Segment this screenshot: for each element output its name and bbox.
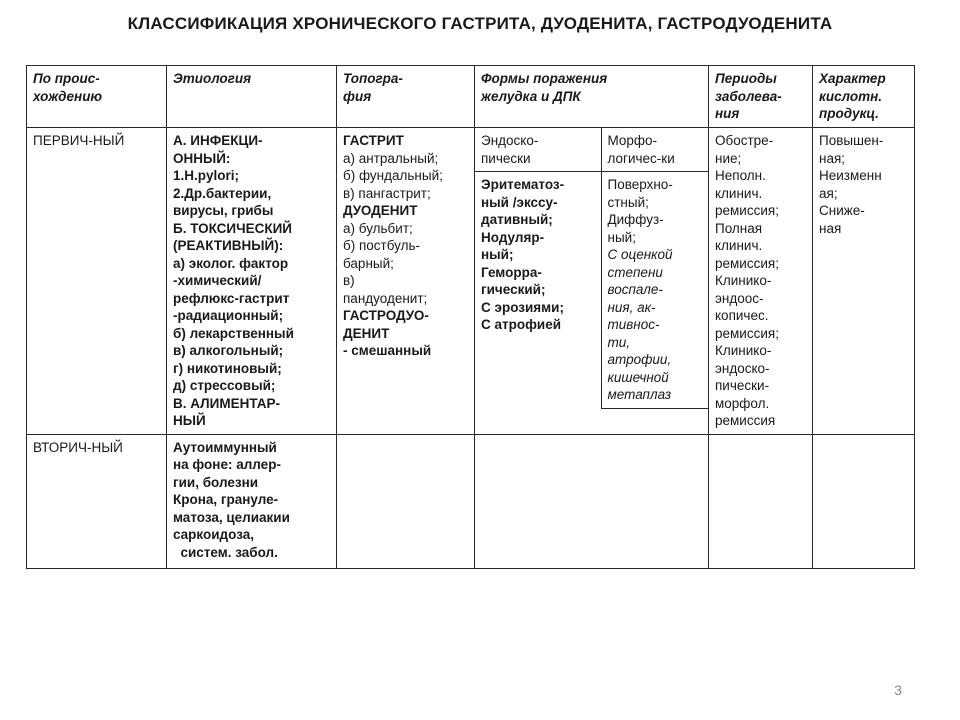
text-line: на фоне: аллер- — [173, 457, 281, 472]
text-line: в) — [343, 273, 355, 288]
text-line: в) пангастрит; — [343, 185, 431, 201]
text-line: ный; — [481, 247, 514, 262]
text-line: гический; — [481, 282, 546, 297]
cell-forms-primary — [475, 128, 709, 435]
text-line: а) бульбит; — [343, 220, 413, 236]
text-line: Повышен- — [819, 133, 884, 148]
text-line: ремиссия; — [715, 255, 779, 271]
text-line: ния — [715, 106, 740, 121]
text-line: 2.Др.бактерии, — [173, 185, 272, 201]
text-line: фия — [343, 88, 372, 104]
text-line: С атрофией — [481, 317, 562, 332]
text-line: А. ИНФЕКЦИ- — [173, 133, 263, 148]
text-line: клинич. — [715, 238, 763, 253]
text-line: 1.H.pylori; — [173, 168, 240, 183]
text-line: ремиссия; — [715, 203, 779, 218]
header-forms — [475, 66, 709, 128]
page-number: 3 — [894, 682, 902, 698]
text-line: Клинико- — [715, 343, 772, 358]
text-line: ГАСТРИТ — [343, 133, 404, 148]
text-line: желудка и ДПК — [481, 88, 581, 104]
text-line: -радиационный; — [173, 308, 284, 323]
text-line: хождению — [33, 88, 103, 104]
text-line: гии, болезни — [173, 474, 259, 490]
table-row — [27, 128, 915, 435]
cell-periods-primary — [709, 128, 813, 435]
text-line: ная; — [819, 150, 846, 166]
text-line: - смешанный — [343, 343, 432, 358]
text-line: Топогра- — [343, 71, 403, 86]
text-line: ный; — [607, 229, 636, 245]
text-line: б) лекарственный — [173, 325, 294, 341]
cell-topography-primary — [337, 128, 475, 435]
text-line: продукц. — [819, 106, 879, 121]
text-line: а) антральный; — [343, 150, 439, 166]
text-line: Аутоиммунный — [173, 439, 277, 455]
text-line: Диффуз- — [607, 212, 664, 227]
text-line: дативный; — [481, 212, 553, 227]
cell-origin-secondary: ВТОРИЧ-НЫЙ — [27, 434, 167, 568]
text-line: рефлюкс-гастрит — [173, 290, 290, 306]
text-line: в) алкогольный; — [173, 343, 284, 358]
table-row — [27, 434, 915, 568]
subheader-morphologic — [601, 128, 709, 172]
text-line: ный /экссу- — [481, 194, 558, 210]
text-line: клинич. — [715, 185, 763, 201]
text-line: матоза, целиакии — [173, 509, 290, 525]
text-line: Периоды — [715, 71, 777, 86]
text-line: пандуоденит; — [343, 290, 428, 306]
text-line: ОННЫЙ: — [173, 150, 231, 166]
cell-forms-secondary — [475, 434, 709, 568]
text-line: атрофии, — [607, 352, 672, 367]
text-line: пически — [481, 150, 531, 166]
text-line: Полная — [715, 220, 763, 236]
text-line: стный; — [607, 194, 649, 210]
text-line: систем. забол. — [173, 544, 278, 560]
text-line: Геморра- — [481, 264, 542, 280]
text-line: По проис- — [33, 71, 100, 86]
text-line: д) стрессовый; — [173, 378, 276, 393]
text-line: пически- — [715, 378, 770, 393]
text-line: ГАСТРОДУО- — [343, 308, 429, 323]
cell-acidity-primary — [813, 128, 915, 435]
text-line: ремиссия — [715, 413, 776, 428]
text-line: ремиссия; — [715, 325, 779, 341]
header-etiology — [167, 66, 337, 128]
text-line: ти, — [607, 334, 631, 350]
cell-acidity-secondary — [813, 434, 915, 568]
text-line: (РЕАКТИВНЫЙ): — [173, 238, 284, 253]
text-line: ДУОДЕНИТ — [343, 203, 418, 218]
endoscopic-forms — [475, 172, 601, 409]
text-line: Поверхно- — [607, 177, 673, 192]
text-line: б) фундальный; — [343, 168, 443, 183]
forms-subtable — [475, 128, 709, 409]
text-line: воспале- — [607, 282, 663, 297]
text-line: НЫЙ — [173, 413, 206, 428]
text-line: Обостре- — [715, 133, 774, 148]
text-line: саркоидоза, — [173, 527, 254, 542]
text-line: ДЕНИТ — [343, 325, 390, 341]
text-line: а) эколог. фактор — [173, 255, 289, 271]
text-line: степени — [607, 264, 663, 280]
text-line: метаплаз — [607, 387, 672, 402]
text-line: Сниже- — [819, 203, 865, 218]
text-line: Характер — [819, 71, 886, 86]
text-line: ния, ак- — [607, 299, 656, 315]
text-line: Клинико- — [715, 273, 772, 288]
text-line: Нодуляр- — [481, 229, 545, 245]
text-line: кислотн. — [819, 88, 882, 104]
text-line: Эндоско- — [481, 133, 539, 148]
text-line: Морфо- — [607, 133, 658, 148]
subheader-endoscopic — [475, 128, 601, 172]
cell-periods-secondary — [709, 434, 813, 568]
text-line: Крона, грануле- — [173, 492, 279, 507]
text-line: Формы поражения — [481, 71, 608, 86]
text-line: -химический/ — [173, 273, 262, 288]
classification-table — [26, 65, 915, 569]
text-line: Неизменн — [819, 168, 882, 183]
text-line: логичес-ки — [607, 150, 675, 166]
text-line: эндоско- — [715, 360, 770, 376]
header-periods — [709, 66, 813, 128]
text-line: морфол. — [715, 395, 770, 411]
cell-origin-primary: ПЕРВИЧ-НЫЙ — [27, 128, 167, 435]
text-line: кишечной — [607, 369, 669, 385]
header-origin — [27, 66, 167, 128]
text-line: В. АЛИМЕНТАР- — [173, 395, 280, 411]
text-line: ная — [819, 220, 842, 236]
text-line: Эритематоз- — [481, 177, 565, 192]
morphologic-forms — [601, 172, 709, 409]
text-line: Неполн. — [715, 168, 766, 183]
header-acidity — [813, 66, 915, 128]
text-line: копичес. — [715, 308, 769, 323]
cell-etiology-primary — [167, 128, 337, 435]
text-line: С оценкой — [607, 247, 673, 262]
text-line: г) никотиновый; — [173, 360, 282, 376]
text-line: ая; — [819, 185, 838, 201]
text-line: Этиология — [173, 71, 252, 86]
page-title: КЛАССИФИКАЦИЯ ХРОНИЧЕСКОГО ГАСТРИТА, ДУОДЕНИТА, ГАСТРОДУОДЕНИТА — [127, 14, 833, 33]
text-line: вирусы, грибы — [173, 203, 274, 218]
text-line: тивнос- — [607, 317, 660, 332]
text-line: С эрозиями; — [481, 299, 564, 315]
header-topography — [337, 66, 475, 128]
cell-etiology-secondary — [167, 434, 337, 568]
text-line: б) постбуль- — [343, 238, 421, 253]
cell-topography-secondary — [337, 434, 475, 568]
text-line: эндоос- — [715, 290, 764, 306]
text-line: заболева- — [715, 88, 782, 104]
header-row — [27, 66, 915, 128]
text-line: ние; — [715, 150, 742, 166]
text-line: Б. ТОКСИЧЕСКИЙ — [173, 220, 293, 236]
text-line: барный; — [343, 255, 394, 271]
